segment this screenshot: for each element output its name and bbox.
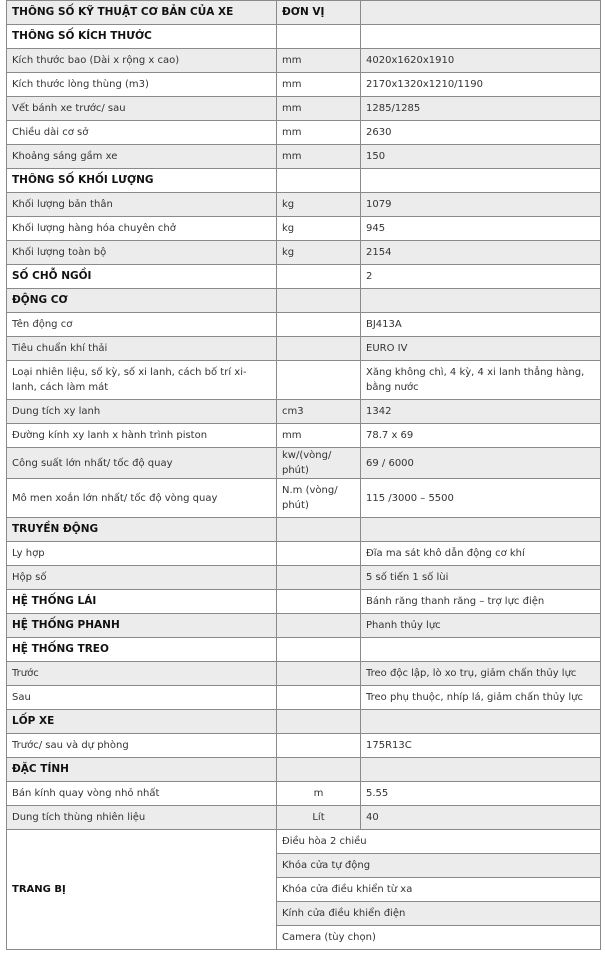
spec-value bbox=[361, 25, 601, 49]
spec-label: HỆ THỐNG TREO bbox=[7, 638, 277, 662]
equipment-item: Khóa cửa tự động bbox=[277, 854, 601, 878]
spec-label: Khối lượng hàng hóa chuyên chở bbox=[7, 217, 277, 241]
spec-unit: cm3 bbox=[277, 400, 361, 424]
header-value bbox=[361, 1, 601, 25]
spec-value: 5.55 bbox=[361, 782, 601, 806]
table-row bbox=[7, 686, 601, 710]
spec-label: Đường kính xy lanh x hành trình piston bbox=[7, 424, 277, 448]
spec-value: Treo phụ thuộc, nhíp lá, giảm chấn thủy lực bbox=[361, 686, 601, 710]
table-row bbox=[7, 145, 601, 169]
spec-label: Ly hợp bbox=[7, 542, 277, 566]
spec-label: Hộp số bbox=[7, 566, 277, 590]
table-row bbox=[7, 400, 601, 424]
equipment-item: Điều hòa 2 chiều bbox=[277, 830, 601, 854]
spec-label: Trước/ sau và dự phòng bbox=[7, 734, 277, 758]
spec-unit: N.m (vòng/ phút) bbox=[277, 479, 361, 518]
spec-value: 2170x1320x1210/1190 bbox=[361, 73, 601, 97]
spec-unit: mm bbox=[277, 49, 361, 73]
spec-unit bbox=[277, 734, 361, 758]
spec-label: Khối lượng toàn bộ bbox=[7, 241, 277, 265]
equipment-label: TRANG BỊ bbox=[7, 830, 277, 950]
spec-value: Đĩa ma sát khô dẫn động cơ khí bbox=[361, 542, 601, 566]
spec-label: Kích thước lòng thùng (m3) bbox=[7, 73, 277, 97]
section-row bbox=[7, 590, 601, 614]
section-row bbox=[7, 614, 601, 638]
spec-value: 150 bbox=[361, 145, 601, 169]
spec-unit: mm bbox=[277, 121, 361, 145]
spec-label: Dung tích thùng nhiên liệu bbox=[7, 806, 277, 830]
spec-table-container bbox=[6, 0, 601, 950]
spec-value: BJ413A bbox=[361, 313, 601, 337]
spec-value: 78.7 x 69 bbox=[361, 424, 601, 448]
table-row bbox=[7, 361, 601, 400]
section-row bbox=[7, 25, 601, 49]
equipment-item: Kính cửa điều khiển điện bbox=[277, 902, 601, 926]
table-row bbox=[7, 313, 601, 337]
spec-unit bbox=[277, 313, 361, 337]
table-row bbox=[7, 566, 601, 590]
spec-label: THÔNG SỐ KHỐI LƯỢNG bbox=[7, 169, 277, 193]
section-row bbox=[7, 518, 601, 542]
spec-unit: mm bbox=[277, 424, 361, 448]
spec-unit: mm bbox=[277, 97, 361, 121]
spec-unit bbox=[277, 337, 361, 361]
table-row bbox=[7, 424, 601, 448]
spec-label: Bán kính quay vòng nhỏ nhất bbox=[7, 782, 277, 806]
spec-unit bbox=[277, 566, 361, 590]
spec-label: Tiêu chuẩn khí thải bbox=[7, 337, 277, 361]
spec-value: 945 bbox=[361, 217, 601, 241]
spec-unit bbox=[277, 638, 361, 662]
spec-unit bbox=[277, 542, 361, 566]
spec-label: Công suất lớn nhất/ tốc độ quay bbox=[7, 448, 277, 479]
spec-label: Khối lượng bản thân bbox=[7, 193, 277, 217]
section-row bbox=[7, 289, 601, 313]
spec-label: Vết bánh xe trước/ sau bbox=[7, 97, 277, 121]
spec-label: Trước bbox=[7, 662, 277, 686]
spec-value: 2 bbox=[361, 265, 601, 289]
spec-unit: mm bbox=[277, 145, 361, 169]
spec-unit bbox=[277, 518, 361, 542]
spec-label: ĐẶC TÍNH bbox=[7, 758, 277, 782]
table-row bbox=[7, 479, 601, 518]
spec-value: Bánh răng thanh răng – trợ lực điện bbox=[361, 590, 601, 614]
spec-value: 4020x1620x1910 bbox=[361, 49, 601, 73]
spec-label: Dung tích xy lanh bbox=[7, 400, 277, 424]
equipment-item: Khóa cửa điều khiển từ xa bbox=[277, 878, 601, 902]
section-row bbox=[7, 265, 601, 289]
spec-unit: m bbox=[277, 782, 361, 806]
equipment-row bbox=[7, 830, 601, 854]
table-row bbox=[7, 337, 601, 361]
spec-label: HỆ THỐNG LÁI bbox=[7, 590, 277, 614]
spec-value: 1342 bbox=[361, 400, 601, 424]
spec-unit bbox=[277, 614, 361, 638]
table-row bbox=[7, 542, 601, 566]
spec-unit: Lít bbox=[277, 806, 361, 830]
spec-unit: kg bbox=[277, 241, 361, 265]
spec-label: ĐỘNG CƠ bbox=[7, 289, 277, 313]
spec-label: Mô men xoắn lớn nhất/ tốc độ vòng quay bbox=[7, 479, 277, 518]
spec-value bbox=[361, 518, 601, 542]
table-row bbox=[7, 193, 601, 217]
table-row bbox=[7, 662, 601, 686]
spec-unit bbox=[277, 265, 361, 289]
section-row bbox=[7, 638, 601, 662]
spec-value: EURO IV bbox=[361, 337, 601, 361]
section-row bbox=[7, 169, 601, 193]
spec-value: 1285/1285 bbox=[361, 97, 601, 121]
table-row bbox=[7, 73, 601, 97]
table-row bbox=[7, 97, 601, 121]
spec-label: TRUYỀN ĐỘNG bbox=[7, 518, 277, 542]
header-unit: ĐƠN VỊ bbox=[277, 1, 361, 25]
spec-label: Loại nhiên liệu, số kỳ, số xi lanh, cách bố trí xi-lanh, cách làm mát bbox=[7, 361, 277, 400]
spec-value: 1079 bbox=[361, 193, 601, 217]
table-row bbox=[7, 121, 601, 145]
spec-unit bbox=[277, 361, 361, 400]
spec-unit: kg bbox=[277, 217, 361, 241]
spec-unit: mm bbox=[277, 73, 361, 97]
vehicle-spec-table bbox=[6, 0, 601, 950]
spec-label: HỆ THỐNG PHANH bbox=[7, 614, 277, 638]
table-row bbox=[7, 734, 601, 758]
spec-value: 2630 bbox=[361, 121, 601, 145]
table-row bbox=[7, 806, 601, 830]
spec-label: Kích thước bao (Dài x rộng x cao) bbox=[7, 49, 277, 73]
spec-value bbox=[361, 169, 601, 193]
spec-label: Chiều dài cơ sở bbox=[7, 121, 277, 145]
spec-value bbox=[361, 638, 601, 662]
spec-unit: kw/(vòng/ phút) bbox=[277, 448, 361, 479]
spec-value bbox=[361, 758, 601, 782]
table-row bbox=[7, 49, 601, 73]
spec-value: 115 /3000 – 5500 bbox=[361, 479, 601, 518]
spec-value bbox=[361, 710, 601, 734]
spec-value: Phanh thủy lực bbox=[361, 614, 601, 638]
spec-unit bbox=[277, 758, 361, 782]
spec-unit bbox=[277, 590, 361, 614]
equipment-item: Camera (tùy chọn) bbox=[277, 926, 601, 950]
table-row bbox=[7, 217, 601, 241]
spec-unit: kg bbox=[277, 193, 361, 217]
spec-label: LỐP XE bbox=[7, 710, 277, 734]
header-title: THÔNG SỐ KỸ THUẬT CƠ BẢN CỦA XE bbox=[7, 1, 277, 25]
spec-value bbox=[361, 289, 601, 313]
spec-label: SỐ CHỖ NGỒI bbox=[7, 265, 277, 289]
spec-label: THÔNG SỐ KÍCH THƯỚC bbox=[7, 25, 277, 49]
spec-value: 5 số tiến 1 số lùi bbox=[361, 566, 601, 590]
spec-value: 175R13C bbox=[361, 734, 601, 758]
spec-unit bbox=[277, 169, 361, 193]
table-row bbox=[7, 782, 601, 806]
table-row bbox=[7, 448, 601, 479]
spec-unit bbox=[277, 25, 361, 49]
spec-value: 2154 bbox=[361, 241, 601, 265]
spec-label: Tên động cơ bbox=[7, 313, 277, 337]
section-row bbox=[7, 758, 601, 782]
spec-unit bbox=[277, 662, 361, 686]
spec-unit bbox=[277, 686, 361, 710]
spec-value: Treo độc lập, lò xo trụ, giảm chấn thủy lực bbox=[361, 662, 601, 686]
table-header-row bbox=[7, 1, 601, 25]
spec-label: Khoảng sáng gầm xe bbox=[7, 145, 277, 169]
spec-value: 69 / 6000 bbox=[361, 448, 601, 479]
spec-unit bbox=[277, 289, 361, 313]
spec-label: Sau bbox=[7, 686, 277, 710]
spec-value: Xăng không chì, 4 kỳ, 4 xi lanh thẳng hàng, bằng nước bbox=[361, 361, 601, 400]
section-row bbox=[7, 710, 601, 734]
spec-unit bbox=[277, 710, 361, 734]
spec-value: 40 bbox=[361, 806, 601, 830]
table-row bbox=[7, 241, 601, 265]
